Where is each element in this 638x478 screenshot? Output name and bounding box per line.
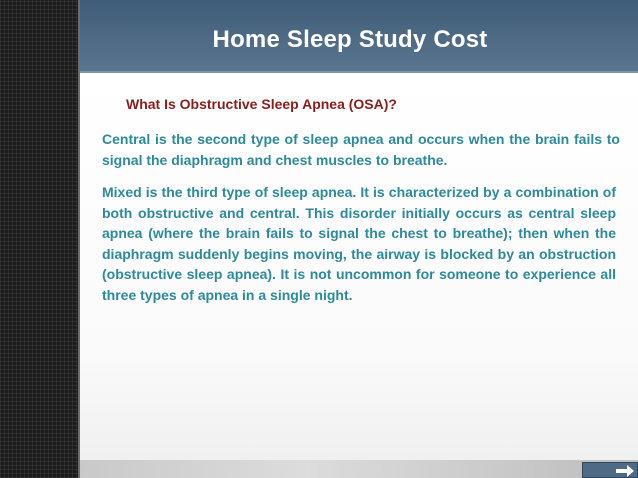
- slide-subtitle: What Is Obstructive Sleep Apnea (OSA)?: [126, 96, 397, 112]
- slide-title: Home Sleep Study Cost: [212, 26, 488, 53]
- left-decorative-strip: [0, 0, 80, 478]
- bottom-bar: [80, 460, 638, 478]
- next-slide-button[interactable]: [582, 462, 638, 478]
- paragraph-mixed-apnea: Mixed is the third type of sleep apnea. It is characterized by a combination of both obstructive and central. This disorder initially occurs as central sleep apnea (where the brain fails to signal the chest to breathe); then when the diaphragm suddenly begins moving, the airway is blocked by an obstruction (obstructive sleep apnea). It is not uncommon for someone to experience all three types of apnea in a single night.: [102, 184, 616, 303]
- arrow-right-icon: [615, 464, 635, 478]
- paragraph-central-apnea: Central is the second type of sleep apnea and occurs when the brain fails to signal the diaphragm and chest muscles to breathe.: [102, 131, 620, 168]
